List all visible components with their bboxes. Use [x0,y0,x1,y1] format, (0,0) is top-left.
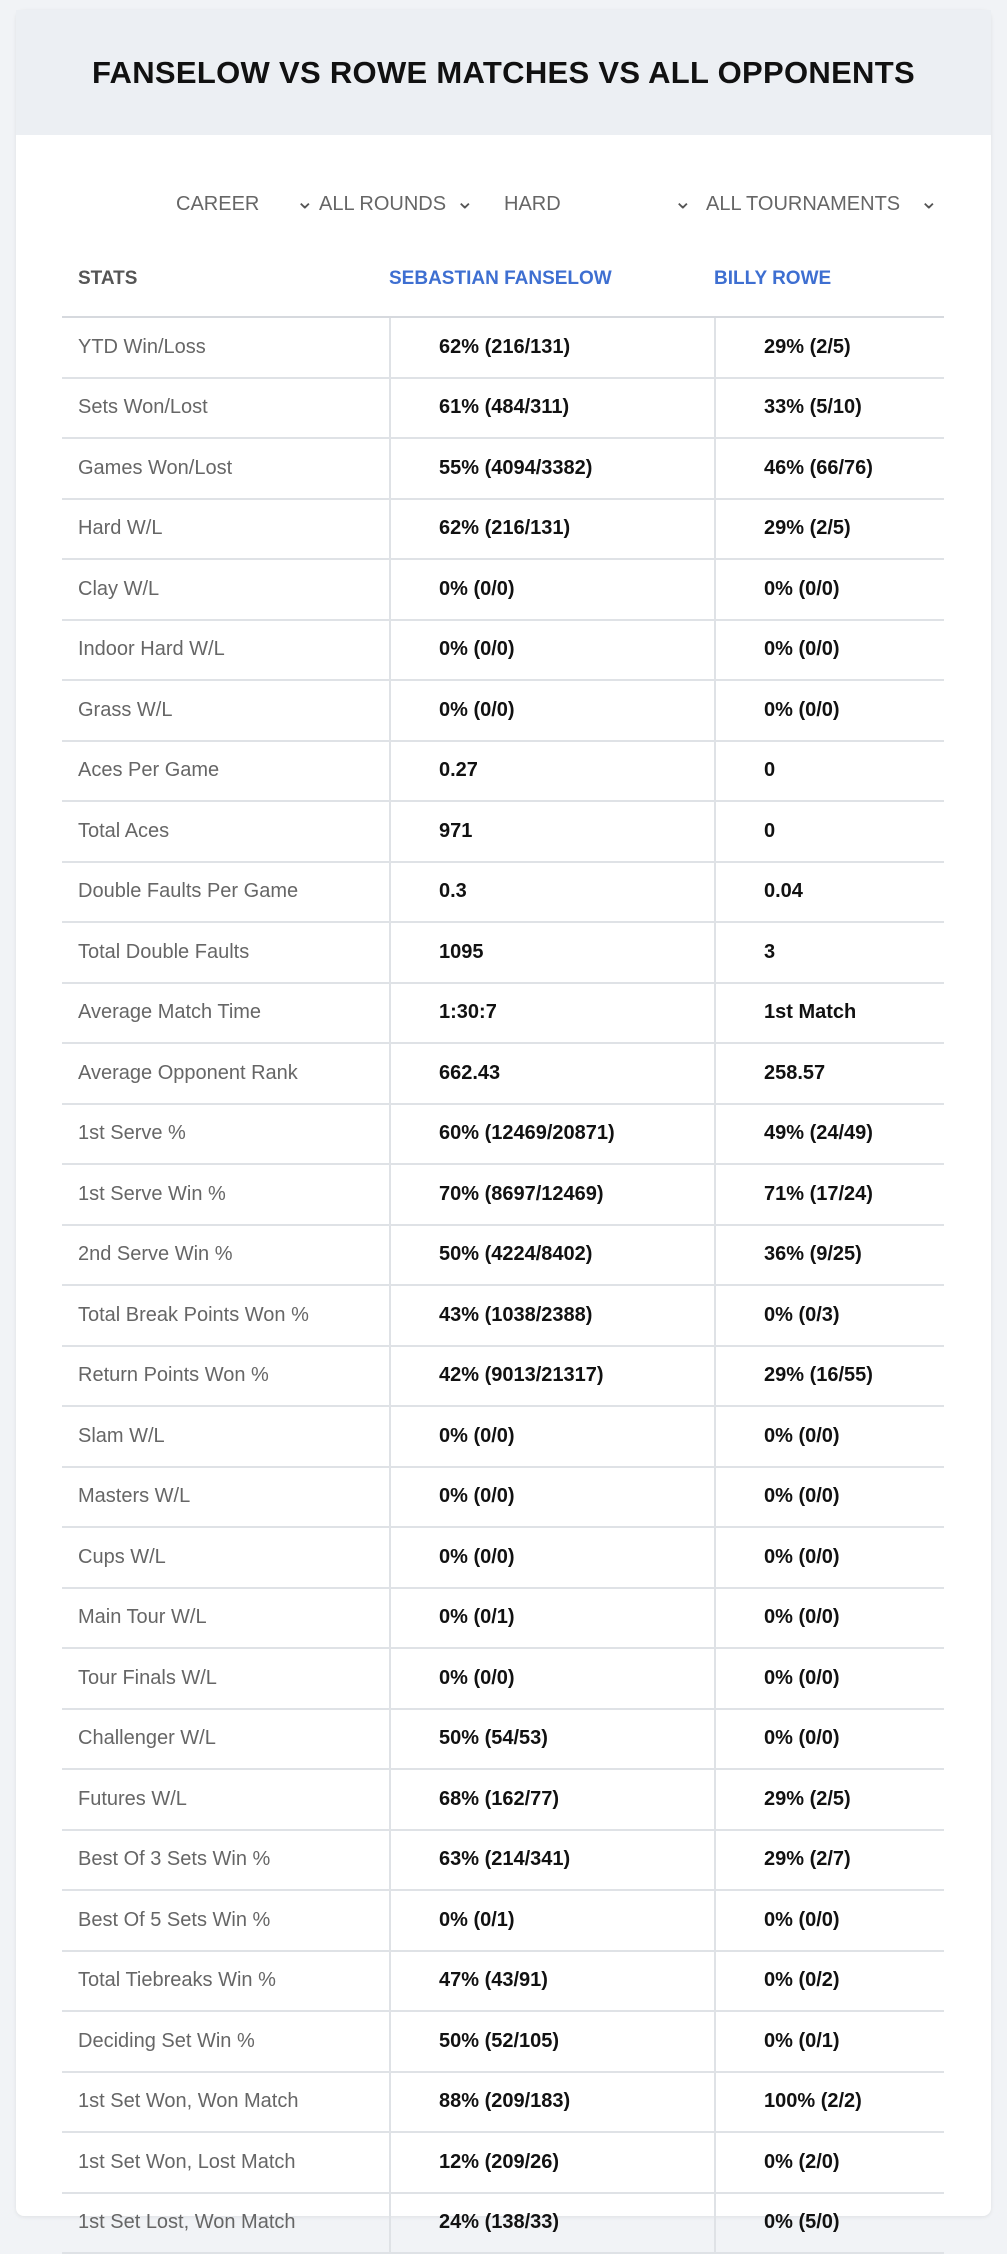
player1-value: 55% (4094/3382) [389,439,714,498]
player1-value: 662.43 [389,1044,714,1103]
card-header [16,10,991,135]
tournament-filter-label: ALL TOURNAMENTS [706,193,900,216]
player2-value: 29% (2/5) [714,318,944,377]
table-row [62,742,944,803]
table-row [62,1347,944,1408]
player1-value: 42% (9013/21317) [389,1347,714,1406]
stats-table [62,242,944,2254]
player1-column-header[interactable]: SEBASTIAN FANSELOW [389,268,714,290]
stat-label: Grass W/L [62,681,389,740]
table-row [62,2194,944,2254]
stat-label: Indoor Hard W/L [62,621,389,680]
player2-value: 100% (2/2) [714,2073,944,2132]
player1-value: 0% (0/1) [389,1891,714,1950]
table-row [62,379,944,440]
stat-label: YTD Win/Loss [62,318,389,377]
player1-value: 0% (0/0) [389,621,714,680]
player1-value: 0% (0/0) [389,1468,714,1527]
player2-value: 46% (66/76) [714,439,944,498]
player2-value: 0% (0/0) [714,1407,944,1466]
filter-bar [16,180,991,228]
stat-label: Tour Finals W/L [62,1649,389,1708]
player2-value: 36% (9/25) [714,1226,944,1285]
player1-value: 70% (8697/12469) [389,1165,714,1224]
stat-label: Total Double Faults [62,923,389,982]
stat-label: Hard W/L [62,500,389,559]
table-row [62,1831,944,1892]
table-row [62,1468,944,1529]
player2-value: 0% (0/1) [714,2012,944,2071]
player1-value: 88% (209/183) [389,2073,714,2132]
stat-label: Deciding Set Win % [62,2012,389,2071]
stat-label: Total Break Points Won % [62,1286,389,1345]
player1-value: 0% (0/0) [389,560,714,619]
player1-value: 0% (0/0) [389,1528,714,1587]
table-body [62,318,944,2254]
stat-label: Futures W/L [62,1770,389,1829]
table-row [62,500,944,561]
stat-label: 1st Set Lost, Won Match [62,2194,389,2253]
stat-label: Total Aces [62,802,389,861]
player1-value: 47% (43/91) [389,1952,714,2011]
chevron-down-icon: ⌄ [674,188,692,214]
stat-label: Best Of 3 Sets Win % [62,1831,389,1890]
player1-value: 0% (0/0) [389,681,714,740]
player1-value: 43% (1038/2388) [389,1286,714,1345]
stat-label: Double Faults Per Game [62,863,389,922]
player1-value: 0.27 [389,742,714,801]
player2-value: 0% (2/0) [714,2133,944,2192]
table-row [62,318,944,379]
table-row [62,1105,944,1166]
table-row [62,1891,944,1952]
chevron-down-icon: ⌄ [296,188,314,214]
stats-card [16,10,991,2216]
stat-label: 1st Set Won, Lost Match [62,2133,389,2192]
table-row [62,802,944,863]
player1-value: 971 [389,802,714,861]
table-row [62,1286,944,1347]
player2-value: 0% (0/0) [714,1468,944,1527]
chevron-down-icon: ⌄ [456,188,474,214]
round-filter-label: ALL ROUNDS [319,193,446,216]
player1-value: 50% (54/53) [389,1710,714,1769]
player1-value: 63% (214/341) [389,1831,714,1890]
player1-value: 50% (4224/8402) [389,1226,714,1285]
player2-value: 0% (0/0) [714,1528,944,1587]
table-row [62,1407,944,1468]
player2-value: 0 [714,802,944,861]
player1-value: 12% (209/26) [389,2133,714,2192]
stat-label: 1st Serve Win % [62,1165,389,1224]
table-row [62,621,944,682]
stat-label: Main Tour W/L [62,1589,389,1648]
player2-value: 0% (0/0) [714,1589,944,1648]
round-filter-select[interactable] [319,180,474,228]
stat-label: 1st Serve % [62,1105,389,1164]
player1-value: 0% (0/0) [389,1649,714,1708]
table-row [62,2012,944,2073]
player1-value: 0% (0/1) [389,1589,714,1648]
player1-value: 24% (138/33) [389,2194,714,2253]
table-row [62,1528,944,1589]
player2-value: 29% (2/5) [714,500,944,559]
stat-label: 1st Set Won, Won Match [62,2073,389,2132]
stat-label: Games Won/Lost [62,439,389,498]
player2-value: 0 [714,742,944,801]
stat-label: Sets Won/Lost [62,379,389,438]
player2-value: 71% (17/24) [714,1165,944,1224]
player2-value: 29% (16/55) [714,1347,944,1406]
table-row [62,1044,944,1105]
table-row [62,1589,944,1650]
page-title: FANSELOW VS ROWE MATCHES VS ALL OPPONENTS [92,55,915,91]
table-row [62,560,944,621]
player2-value: 0% (0/0) [714,1649,944,1708]
stat-label: 2nd Serve Win % [62,1226,389,1285]
career-filter-select[interactable] [176,180,314,228]
table-row [62,2073,944,2134]
table-row [62,923,944,984]
surface-filter-select[interactable] [504,180,692,228]
stat-label: Best Of 5 Sets Win % [62,1891,389,1950]
player1-value: 68% (162/77) [389,1770,714,1829]
player2-value: 0% (0/0) [714,621,944,680]
player2-value: 29% (2/5) [714,1770,944,1829]
table-row [62,1649,944,1710]
table-row [62,1165,944,1226]
player1-value: 1095 [389,923,714,982]
stat-label: Masters W/L [62,1468,389,1527]
player2-value: 0% (5/0) [714,2194,944,2253]
stat-label: Return Points Won % [62,1347,389,1406]
surface-filter-label: HARD [504,193,561,216]
player2-value: 0.04 [714,863,944,922]
player2-value: 0% (0/0) [714,681,944,740]
tournament-filter-select[interactable] [706,180,938,228]
player1-value: 1:30:7 [389,984,714,1043]
player2-value: 0% (0/3) [714,1286,944,1345]
stat-label: Aces Per Game [62,742,389,801]
stat-label: Clay W/L [62,560,389,619]
player2-value: 3 [714,923,944,982]
player2-value: 0% (0/0) [714,1710,944,1769]
table-row [62,1770,944,1831]
player1-value: 62% (216/131) [389,500,714,559]
player2-value: 49% (24/49) [714,1105,944,1164]
stat-label: Average Opponent Rank [62,1044,389,1103]
player2-column-header[interactable]: BILLY ROWE [714,268,944,290]
player1-value: 60% (12469/20871) [389,1105,714,1164]
player1-value: 50% (52/105) [389,2012,714,2071]
stat-label: Average Match Time [62,984,389,1043]
player2-value: 1st Match [714,984,944,1043]
table-row [62,1952,944,2013]
player1-value: 61% (484/311) [389,379,714,438]
player2-value: 33% (5/10) [714,379,944,438]
table-header [62,242,944,318]
player1-value: 0.3 [389,863,714,922]
stat-label: Slam W/L [62,1407,389,1466]
stat-label: Cups W/L [62,1528,389,1587]
player1-value: 0% (0/0) [389,1407,714,1466]
table-row [62,1226,944,1287]
stat-label: Challenger W/L [62,1710,389,1769]
table-row [62,1710,944,1771]
player2-value: 258.57 [714,1044,944,1103]
table-row [62,2133,944,2194]
chevron-down-icon: ⌄ [920,188,938,214]
table-row [62,863,944,924]
player2-value: 0% (0/2) [714,1952,944,2011]
table-row [62,439,944,500]
player2-value: 0% (0/0) [714,560,944,619]
player2-value: 29% (2/7) [714,1831,944,1890]
stats-column-header: STATS [62,268,389,290]
career-filter-label: CAREER [176,193,259,216]
table-row [62,681,944,742]
player2-value: 0% (0/0) [714,1891,944,1950]
table-row [62,984,944,1045]
player1-value: 62% (216/131) [389,318,714,377]
stat-label: Total Tiebreaks Win % [62,1952,389,2011]
